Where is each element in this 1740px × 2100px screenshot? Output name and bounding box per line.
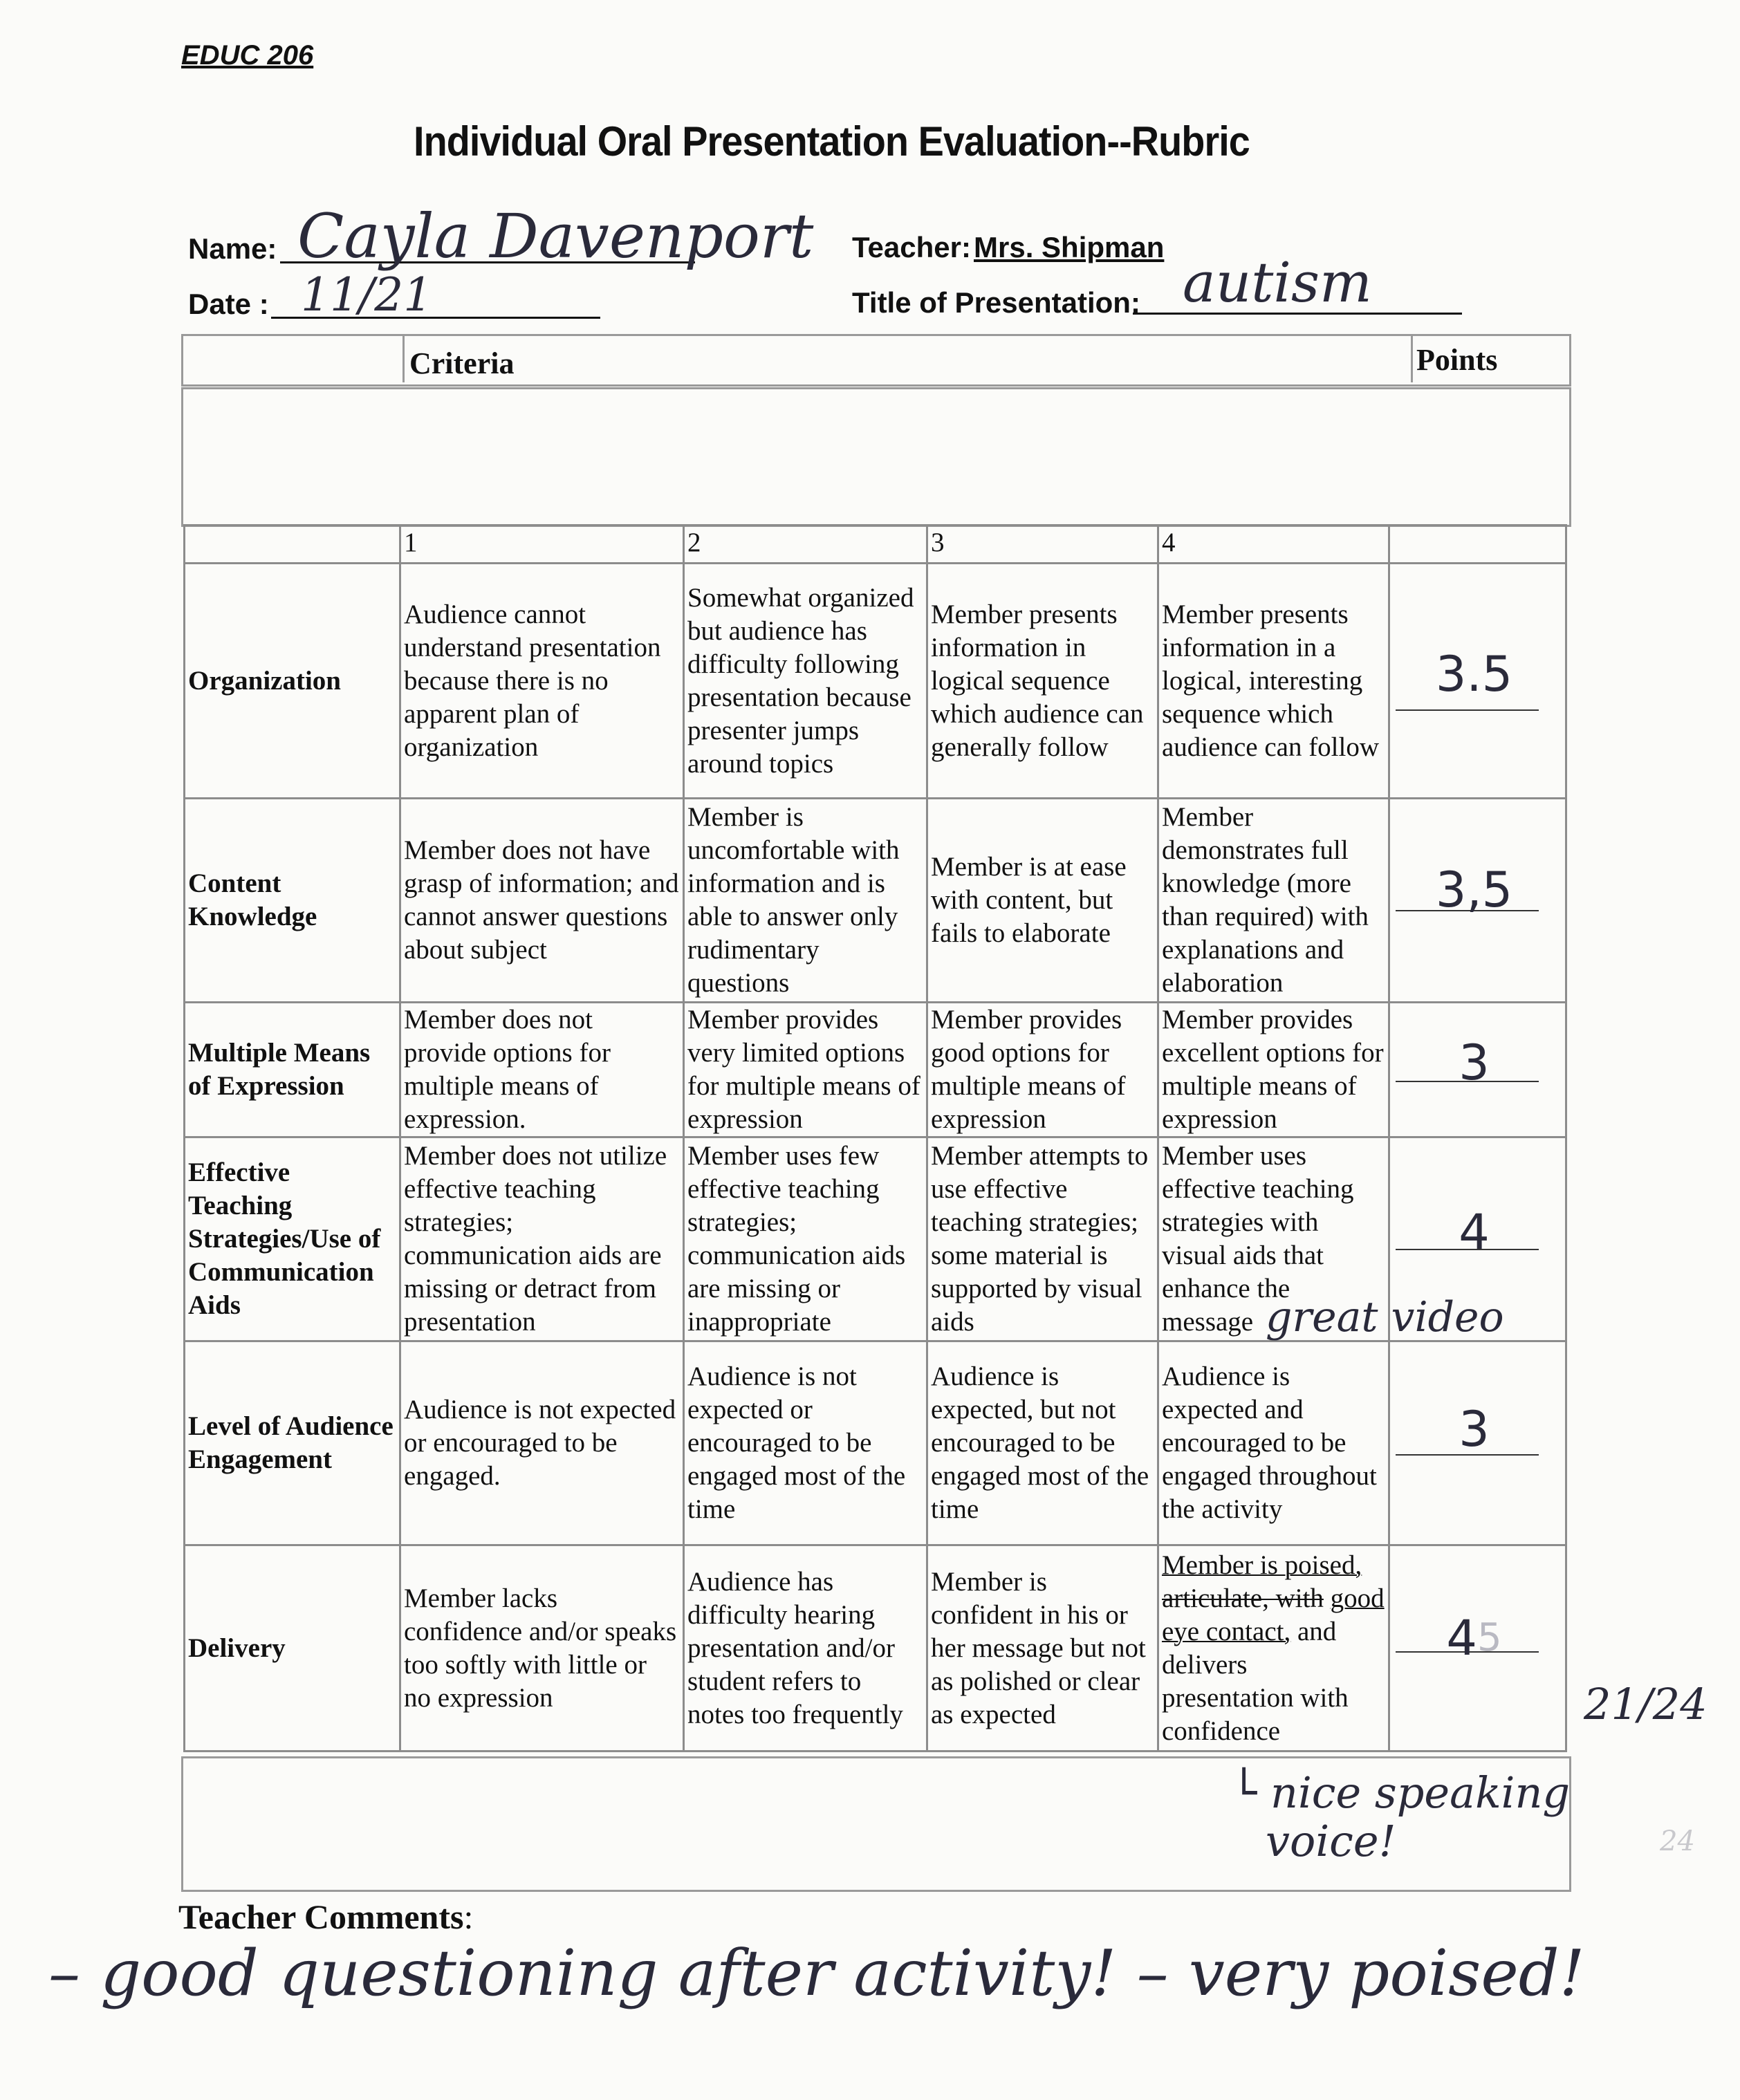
course-code: EDUC 206 — [181, 40, 314, 71]
speaking-note-line1: └ nice speaking — [1231, 1767, 1571, 1818]
level-3-cell: Member attempts to use effective teaching strategies; some material is supported by visual aids — [927, 1137, 1158, 1341]
level-1-cell: Member does not utilize effective teaching strategies; communication aids are missing or detract from presentation — [400, 1137, 684, 1341]
delivery-confidence-text: and delivers presentation with confidence — [1162, 1616, 1349, 1746]
points-cell — [1389, 799, 1566, 1003]
level-4-cell: Member uses effective teaching strategies with visual aids that enhance the message — [1158, 1137, 1389, 1341]
points-cell — [1389, 564, 1566, 799]
score-value: 4 — [1446, 1609, 1477, 1666]
level-4-header: 4 — [1158, 526, 1389, 564]
criterion-label: Delivery — [185, 1545, 400, 1751]
level-2-cell: Member is uncomfortable with information and is able to answer only rudimentary questions — [684, 799, 927, 1003]
page-title: Individual Oral Presentation Evaluation--Rubric — [414, 118, 1250, 165]
level-2-cell: Audience is not expected or encouraged to be engaged most of the time — [684, 1341, 927, 1545]
score-faint-value: 5 — [1477, 1615, 1502, 1660]
teacher-comments-colon: : — [463, 1897, 474, 1936]
teacher-comments-label-text: Teacher Comments — [178, 1897, 464, 1936]
level-2-header: 2 — [684, 526, 927, 564]
level-4-cell: Member demonstrates full knowledge (more than required) with explanations and elaboration — [1158, 799, 1389, 1003]
points-cell — [1389, 1341, 1566, 1545]
criterion-label: Level of Audience Engagement — [185, 1341, 400, 1545]
presentation-title-label: Title of Presentation: — [852, 286, 1140, 319]
score-value: 3.5 — [1435, 645, 1513, 703]
level-3-cell: Audience is expected, but not encouraged to be engaged most of the time — [927, 1341, 1158, 1545]
criteria-header-box — [181, 334, 1571, 387]
level-header-row — [185, 526, 1566, 564]
header-divider-right — [1411, 334, 1413, 382]
level-4-cell: Member presents information in a logical, interesting sequence which audience can follow — [1158, 564, 1389, 799]
criterion-label: Organization — [185, 564, 400, 799]
level-3-cell: Member provides good options for multiple means of expression — [927, 1003, 1158, 1137]
level-1-cell: Member lacks confidence and/or speaks too softly with little or no expression — [400, 1545, 684, 1751]
level-1-cell: Audience is not expected or encouraged to be engaged. — [400, 1341, 684, 1545]
score-value: 3,5 — [1435, 862, 1513, 918]
points-cell — [1389, 1003, 1566, 1137]
rubric-row-multiple-means — [185, 1003, 1566, 1137]
header-divider-left — [402, 334, 405, 382]
name-value: Cayla Davenport — [297, 201, 814, 272]
level-4-cell: Audience is expected and encouraged to be engaged throughout the activity — [1158, 1341, 1389, 1545]
teacher-value: Mrs. Shipman — [974, 231, 1165, 263]
margin-faint-mark: 24 — [1660, 1825, 1695, 1857]
rubric-row-content-knowledge — [185, 799, 1566, 1003]
points-cell — [1389, 1545, 1566, 1751]
date-label: Date : — [188, 288, 269, 320]
video-note: great video — [1266, 1293, 1504, 1341]
level-3-cell: Member is confident in his or her message but not as polished or clear as expected — [927, 1545, 1158, 1751]
delivery-poised-text: Member is poised, — [1162, 1550, 1362, 1580]
criteria-header: Criteria — [409, 346, 515, 380]
name-label: Name: — [188, 232, 277, 265]
score-value: 4 — [1459, 1204, 1490, 1261]
level-2-cell: Member provides very limited options for multiple means of expression — [684, 1003, 927, 1137]
level-header-blank — [185, 526, 400, 564]
rubric-table — [183, 524, 1567, 1752]
teacher-comments-label — [178, 1897, 473, 1937]
level-2-cell: Somewhat organized but audience has difficulty following presentation because presenter jumps around topics — [684, 564, 927, 799]
rubric-row-organization — [185, 564, 1566, 799]
criterion-label: Effective Teaching Strategies/Use of Communication Aids — [185, 1137, 400, 1341]
level-2-cell: Audience has difficulty hearing presentation and/or student refers to notes too frequently — [684, 1545, 927, 1751]
blank-area — [181, 387, 1571, 527]
delivery-articulate-text: articulate, with — [1162, 1583, 1324, 1613]
score-value: 3 — [1459, 1401, 1490, 1458]
level-3-cell: Member is at ease with content, but fails to elaborate — [927, 799, 1158, 1003]
criterion-label: Content Knowledge — [185, 799, 400, 1003]
level-1-cell: Audience cannot understand presentation because there is no apparent plan of organization — [400, 564, 684, 799]
level-4-cell — [1158, 1545, 1389, 1751]
rubric-row-audience-engagement — [185, 1341, 1566, 1545]
date-value: 11/21 — [301, 268, 433, 322]
level-2-cell: Member uses few effective teaching strategies; communication aids are missing or inappropriate — [684, 1137, 927, 1341]
level-1-cell: Member does not have grasp of information; and cannot answer questions about subject — [400, 799, 684, 1003]
level-3-header: 3 — [927, 526, 1158, 564]
teacher-label: Teacher: — [852, 231, 971, 263]
total-score: 21/24 — [1584, 1679, 1707, 1729]
presentation-title-value: autism — [1183, 250, 1372, 315]
criterion-label: Multiple Means of Expression — [185, 1003, 400, 1137]
teacher-comments-text: – good questioning after activity! – very poised! — [48, 1936, 1585, 2010]
level-1-cell: Member does not provide options for multiple means of expression. — [400, 1003, 684, 1137]
score-value: 3 — [1459, 1034, 1490, 1091]
level-4-cell: Member provides excellent options for multiple means of expression — [1158, 1003, 1389, 1137]
level-3-cell: Member presents information in logical sequence which audience can generally follow — [927, 564, 1158, 799]
speaking-note-line2: voice! — [1266, 1816, 1396, 1866]
points-header: Points — [1416, 343, 1498, 377]
rubric-row-delivery — [185, 1545, 1566, 1751]
level-1-header: 1 — [400, 526, 684, 564]
delivery-eye-contact-text: good eye contact, — [1162, 1583, 1385, 1646]
